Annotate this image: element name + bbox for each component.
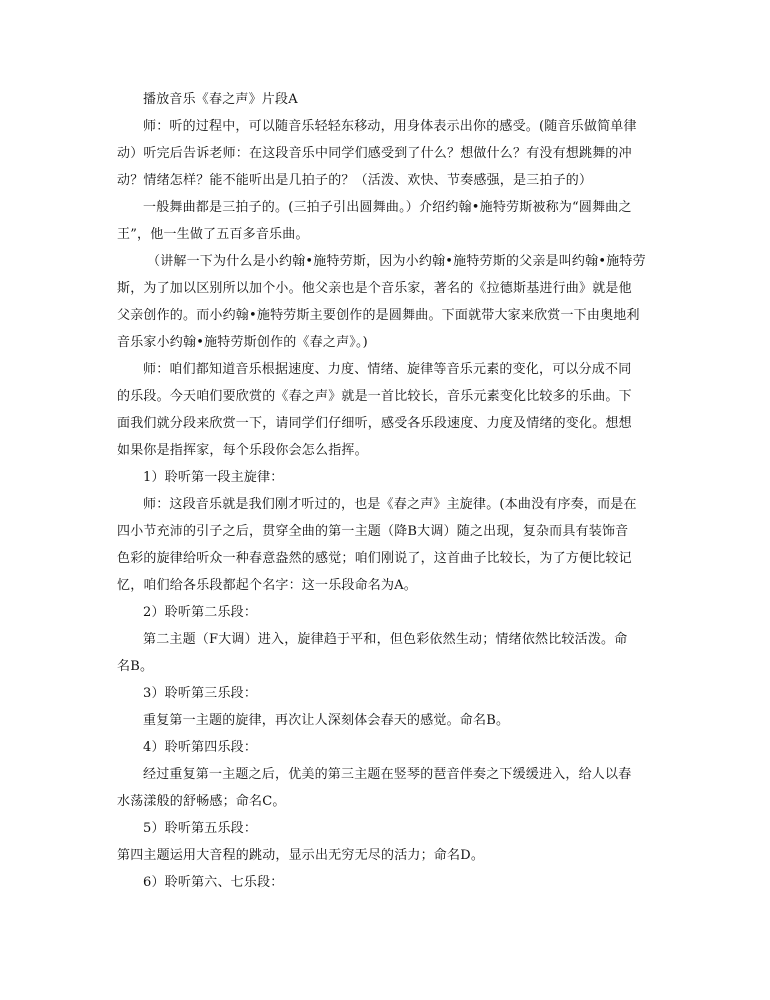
paragraph-sections-line-1: 师：咱们都知道音乐根据速度、力度、情绪、旋律等音乐元素的变化，可以分成不同: [143, 362, 632, 377]
paragraph-section-4-line-1: 经过重复第一主题之后，优美的第三主题在竖琴的琶音伴奏之下缓缓进入，给人以春: [143, 767, 632, 782]
paragraph-teacher-listen-line-2: 动）听完后告诉老师：在这段音乐中同学们感受到了什么？想做什么？有没有想跳舞的冲: [117, 146, 632, 161]
paragraph-teacher-listen-line-3: 动？情绪怎样？能不能听出是几拍子的？（活泼、欢快、节奏感强，是三拍子的）: [117, 173, 593, 188]
paragraph-teacher-listen-line-1: 师：听的过程中，可以随音乐轻轻东移动，用身体表示出你的感受。(随音乐做简单律: [143, 119, 637, 134]
paragraph-sections-line-4: 如果你是指挥家，每个乐段你会怎么指挥。: [117, 443, 368, 458]
heading-section-1: 1）聆听第一段主旋律：: [143, 470, 284, 485]
paragraph-section-1-line-4: 忆，咱们给各乐段都起个名字：这一乐段命名为A。: [117, 578, 417, 593]
paragraph-strauss-line-3: 父亲创作的。而小约翰•施特劳斯主要创作的是圆舞曲。下面就带大家来欣赏一下由奥地利: [117, 308, 640, 323]
paragraph-section-5: 第四主题运用大音程的跳动，显示出无穷无尽的活力；命名D。: [117, 848, 485, 863]
paragraph-sections-line-2: 的乐段。今天咱们要欣赏的《春之声》就是一首比较长，音乐元素变化比较多的乐曲。下: [117, 389, 632, 404]
paragraph-section-2-line-2: 名B。: [117, 659, 154, 674]
paragraph-strauss-line-2: 斯，为了加以区别所以加个小。他父亲也是个音乐家，著名的《拉德斯基进行曲》就是他: [117, 281, 632, 296]
paragraph-section-4-line-2: 水荡漾般的舒畅感；命名C。: [117, 794, 286, 809]
paragraph-strauss-line-4: 音乐家小约翰•施特劳斯创作的《春之声》。): [117, 335, 368, 350]
paragraph-play-music: 播放音乐《春之声》片段A: [143, 92, 298, 107]
heading-section-2: 2）聆听第二乐段：: [143, 605, 258, 620]
paragraph-strauss-line-1: （讲解一下为什么是小约翰•施特劳斯，因为小约翰•施特劳斯的父亲是叫约翰•施特劳: [147, 254, 646, 269]
paragraph-section-1-line-2: 四小节充沛的引子之后，贯穿全曲的第一主题（降B大调）随之出现，复杂而具有装饰音: [117, 524, 629, 539]
paragraph-waltz-line-2: 王”，他一生做了五百多音乐曲。: [117, 227, 309, 242]
heading-section-3: 3）聆听第三乐段：: [143, 686, 258, 701]
paragraph-sections-line-3: 面我们就分段来欣赏一下，请同学们仔细听，感受各乐段速度、力度及情绪的变化。想想: [117, 416, 632, 431]
paragraph-section-1-line-1: 师：这段音乐就是我们刚才听过的，也是《春之声》主旋律。(本曲没有序奏，而是在: [143, 497, 637, 512]
document-body: [117, 86, 652, 896]
paragraph-waltz-line-1: 一般舞曲都是三拍子的。(三拍子引出圆舞曲。）介绍约翰•施特劳斯被称为“圆舞曲之: [143, 200, 632, 215]
heading-section-4: 4）聆听第四乐段：: [143, 740, 258, 755]
paragraph-section-1-line-3: 色彩的旋律给听众一种春意盎然的感觉；咱们刚说了，这首曲子比较长，为了方便比较记: [117, 551, 632, 566]
paragraph-section-3: 重复第一主题的旋律，再次让人深刻体会春天的感觉。命名B。: [143, 713, 510, 728]
heading-section-5: 5）聆听第五乐段：: [143, 821, 258, 836]
heading-section-6-7: 6）聆听第六、七乐段：: [143, 875, 284, 890]
paragraph-section-2-line-1: 第二主题（F大调）进入，旋律趋于平和，但色彩依然生动；情绪依然比较活泼。命: [143, 632, 628, 647]
